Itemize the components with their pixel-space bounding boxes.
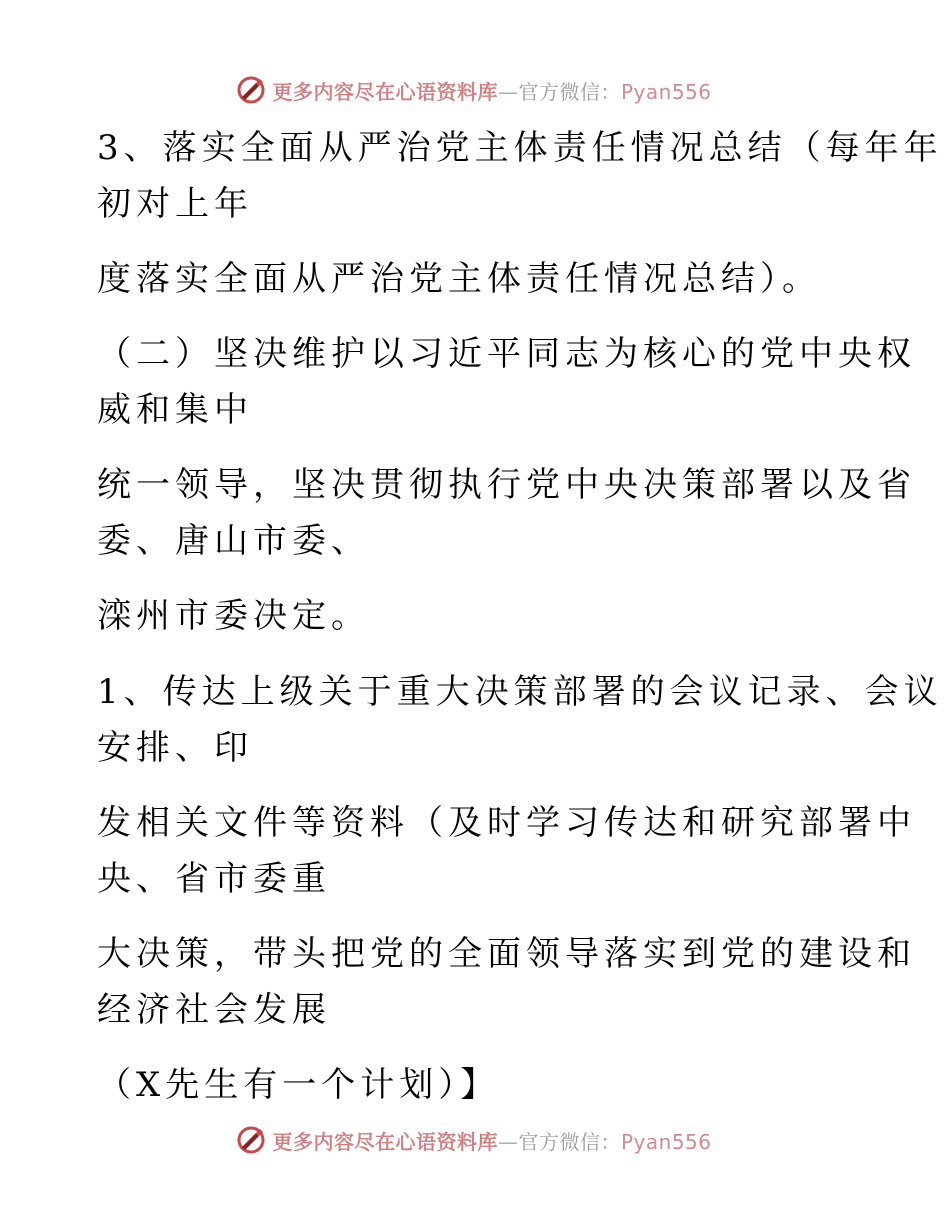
text-line: 威和集中 — [97, 390, 253, 430]
text-line: 央、省市委重 — [97, 859, 331, 899]
watermark-official: 官方微信： — [518, 1129, 621, 1154]
text-line: 初对上年 — [97, 184, 253, 224]
text-line: 经济社会发展 — [97, 990, 331, 1030]
text-line: 大决策，带头把党的全面领导落实到党的建设和 — [97, 934, 916, 974]
watermark-dash: — — [497, 1129, 519, 1154]
text-line: 3、落实全面从严治党主体责任情况总结（每年年 — [97, 128, 943, 168]
text-line: 委、唐山市委、 — [97, 521, 370, 561]
text-line: （二）坚决维护以习近平同志为核心的党中央权 — [97, 334, 916, 374]
watermark-group — [236, 1125, 711, 1155]
watermark-brand: 更多内容尽在心语资料库 — [272, 1129, 498, 1154]
watermark-handle: Pyan556 — [620, 1129, 712, 1154]
watermark-handle: Pyan556 — [620, 79, 712, 104]
watermark-dash: — — [497, 79, 519, 104]
watermark-official: 官方微信： — [518, 79, 621, 104]
text-line: 统一领导，坚决贯彻执行党中央决策部署以及省 — [97, 465, 916, 505]
footer-watermark — [0, 1120, 950, 1160]
watermark-text — [272, 1126, 711, 1155]
text-line: 发相关文件等资料（及时学习传达和研究部署中 — [97, 803, 916, 843]
pen-logo-icon — [236, 1125, 266, 1155]
text-line: （X先生有一个计划）】 — [97, 1065, 500, 1105]
text-line: 滦州市委决定。 — [97, 596, 370, 636]
text-line: 度落实全面从严治党主体责任情况总结）。 — [97, 259, 821, 299]
text-line: 1、传达上级关于重大决策部署的会议记录、会议 — [97, 672, 943, 712]
text-line: 安排、印 — [97, 728, 253, 768]
watermark-brand: 更多内容尽在心语资料库 — [272, 79, 498, 104]
